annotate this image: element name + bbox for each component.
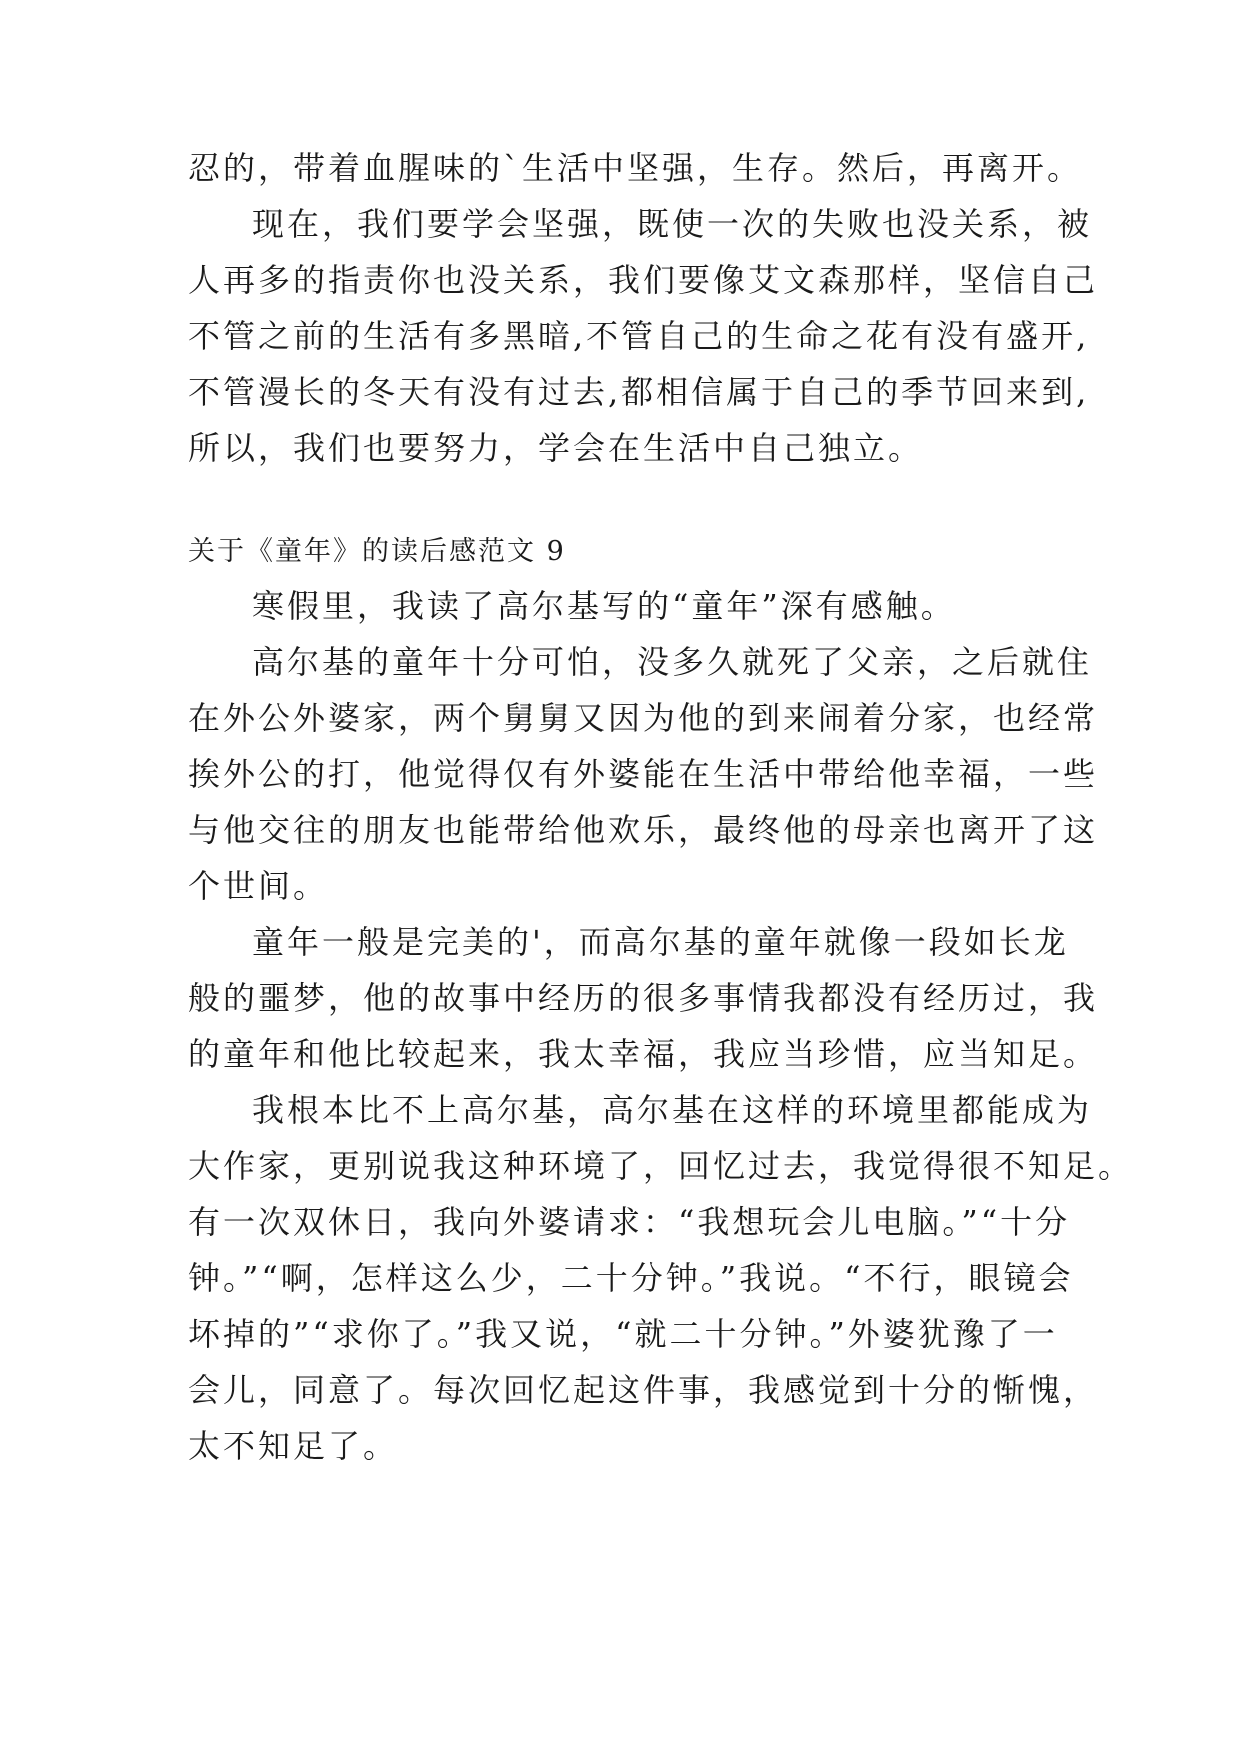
paragraph-line: 坏掉的”“求你了。”我又说，“就二十分钟。”外婆犹豫了一 [188,1315,1058,1353]
paragraph-line: 有一次双休日，我向外婆请求：“我想玩会儿电脑。”“十分 [188,1203,1071,1241]
paragraph-line: 钟。”“啊，怎样这么少，二十分钟。”我说。“不行，眼镜会 [188,1259,1074,1297]
paragraph-line: 的童年和他比较起来，我太幸福，我应当珍惜，应当知足。 [188,1035,1099,1073]
paragraph-line: 不管之前的生活有多黑暗,不管自己的生命之花有没有盛开, [188,317,1090,355]
paragraph-line: 在外公外婆家，两个舅舅又因为他的到来闹着分家，也经常 [188,699,1099,737]
paragraph-line: 人再多的指责你也没关系，我们要像艾文森那样，坚信自己 [188,261,1099,299]
paragraph-line: 个世间。 [188,867,329,905]
section-heading: 关于《童年》的读后感范文 9 [188,536,566,567]
paragraph-line: 会儿，同意了。每次回忆起这件事，我感觉到十分的惭愧， [188,1371,1099,1409]
paragraph-line: 忍的，带着血腥味的`生活中坚强，生存。然后，再离开。 [188,149,1083,187]
paragraph-line: 我根本比不上高尔基，高尔基在这样的环境里都能成为 [252,1091,1093,1129]
paragraph-line: 童年一般是完美的'，而高尔基的童年就像一段如长龙 [252,923,1069,961]
paragraph-line: 大作家，更别说我这种环境了，回忆过去，我觉得很不知足。 [188,1147,1134,1185]
paragraph-line: 高尔基的童年十分可怕，没多久就死了父亲，之后就住 [252,643,1093,681]
paragraph-line: 寒假里，我读了高尔基写的“童年”深有感触。 [252,587,956,625]
paragraph-line: 般的噩梦，他的故事中经历的很多事情我都没有经历过，我 [188,979,1099,1017]
paragraph-line: 不管漫长的冬天有没有过去,都相信属于自己的季节回来到, [188,373,1090,411]
paragraph-line: 与他交往的朋友也能带给他欢乐，最终他的母亲也离开了这 [188,811,1099,849]
paragraph-line: 所以，我们也要努力，学会在生活中自己独立。 [188,429,924,467]
paragraph-line: 挨外公的打，他觉得仅有外婆能在生活中带给他幸福，一些 [188,755,1099,793]
paragraph-line: 太不知足了。 [188,1427,399,1465]
paragraph-line: 现在，我们要学会坚强，既使一次的失败也没关系，被 [252,205,1093,243]
